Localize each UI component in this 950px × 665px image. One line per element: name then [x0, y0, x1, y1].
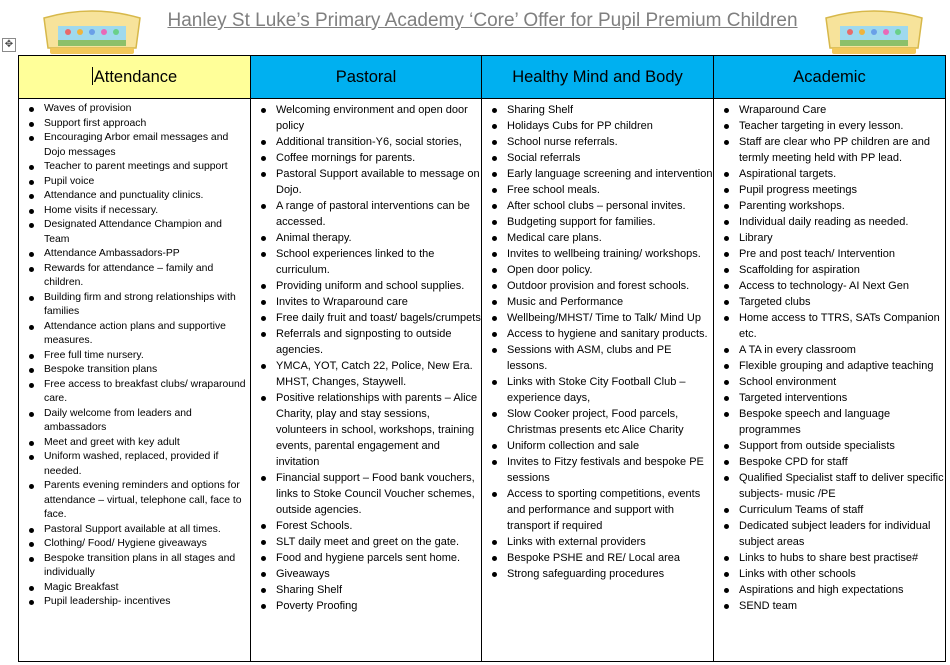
list-item: After school clubs – personal invites.	[482, 198, 713, 214]
list-item: Animal therapy.	[251, 230, 481, 246]
list-item: Free full time nursery.	[19, 349, 250, 364]
list-item: Uniform washed, replaced, provided if needed.	[19, 450, 250, 479]
list-item: Waves of provision	[19, 102, 250, 117]
list-item: SLT daily meet and greet on the gate.	[251, 534, 481, 550]
list-item: Home access to TTRS, SATs Companion etc.	[714, 310, 945, 342]
list-item: Medical care plans.	[482, 230, 713, 246]
list-item: Rewards for attendance – family and children.	[19, 262, 250, 291]
list-item: Curriculum Teams of staff	[714, 502, 945, 518]
attendance-cell	[19, 99, 251, 662]
list-item: Additional transition-Y6, social stories,	[251, 134, 481, 150]
list-item: Attendance action plans and supportive measures.	[19, 320, 250, 349]
list-item: Home visits if necessary.	[19, 204, 250, 219]
list-item: Access to sporting competitions, events and performance and support with transport if required	[482, 486, 713, 534]
list-item: Links with Stoke City Football Club – experience days,	[482, 374, 713, 406]
list-item: Bespoke speech and language programmes	[714, 406, 945, 438]
list-item: Encouraging Arbor email messages and Dojo messages	[19, 131, 250, 160]
table-move-handle-icon[interactable]: ✥	[2, 38, 16, 52]
list-item: Welcoming environment and open door policy	[251, 102, 481, 134]
healthy-cell	[482, 99, 714, 662]
list-item: Uniform collection and sale	[482, 438, 713, 454]
list-item: Open door policy.	[482, 262, 713, 278]
list-item: Links to hubs to share best practise#	[714, 550, 945, 566]
list-item: Pastoral Support available to message on Dojo.	[251, 166, 481, 198]
pastoral-cell	[251, 99, 482, 662]
list-item: Targeted clubs	[714, 294, 945, 310]
academic-heading: Academic	[714, 56, 946, 99]
healthy-list	[482, 99, 713, 582]
list-item: Daily welcome from leaders and ambassadors	[19, 407, 250, 436]
list-item: Pupil leadership- incentives	[19, 595, 250, 610]
school-logo-left	[36, 8, 148, 56]
list-item: Social referrals	[482, 150, 713, 166]
list-item: Support first approach	[19, 117, 250, 132]
list-item: Budgeting support for families.	[482, 214, 713, 230]
pastoral-heading: Pastoral	[251, 56, 482, 99]
list-item: Targeted interventions	[714, 390, 945, 406]
list-item: Invites to wellbeing training/ workshops.	[482, 246, 713, 262]
list-item: Attendance Ambassadors-PP	[19, 247, 250, 262]
list-item: YMCA, YOT, Catch 22, Police, New Era. MHST, Changes, Staywell.	[251, 358, 481, 390]
list-item: Forest Schools.	[251, 518, 481, 534]
list-item: Clothing/ Food/ Hygiene giveaways	[19, 537, 250, 552]
list-item: Referrals and signposting to outside agencies.	[251, 326, 481, 358]
list-item: Pupil voice	[19, 175, 250, 190]
list-item: Free school meals.	[482, 182, 713, 198]
list-item: Providing uniform and school supplies.	[251, 278, 481, 294]
healthy-heading: Healthy Mind and Body	[482, 56, 714, 99]
list-item: Bespoke transition plans	[19, 363, 250, 378]
list-item: Dedicated subject leaders for individual subject areas	[714, 518, 945, 550]
list-item: Food and hygiene parcels sent home.	[251, 550, 481, 566]
list-item: Flexible grouping and adaptive teaching	[714, 358, 945, 374]
attendance-list	[19, 99, 250, 610]
list-item: Slow Cooker project, Food parcels, Christmas presents etc Alice Charity	[482, 406, 713, 438]
school-logo-right	[818, 8, 930, 56]
list-item: Individual daily reading as needed.	[714, 214, 945, 230]
list-item: Links with other schools	[714, 566, 945, 582]
list-item: A range of pastoral interventions can be accessed.	[251, 198, 481, 230]
list-item: Teacher targeting in every lesson.	[714, 118, 945, 134]
attendance-heading: Attendance	[19, 56, 251, 99]
list-item: Meet and greet with key adult	[19, 436, 250, 451]
list-item: Scaffolding for aspiration	[714, 262, 945, 278]
list-item: School environment	[714, 374, 945, 390]
academic-cell	[714, 99, 946, 662]
list-item: Coffee mornings for parents.	[251, 150, 481, 166]
list-item: Holidays Cubs for PP children	[482, 118, 713, 134]
list-item: Staff are clear who PP children are and termly meeting held with PP lead.	[714, 134, 945, 166]
list-item: Free daily fruit and toast/ bagels/crumpets	[251, 310, 481, 326]
list-item: Positive relationships with parents – Alice Charity, play and stay sessions, volunteers in school, workshops, training events, parental engagement and invitation	[251, 390, 481, 470]
list-item: Wraparound Care	[714, 102, 945, 118]
list-item: Free access to breakfast clubs/ wraparound care.	[19, 378, 250, 407]
offer-table	[18, 55, 946, 662]
list-item: Wellbeing/MHST/ Time to Talk/ Mind Up	[482, 310, 713, 326]
pastoral-list	[251, 99, 481, 614]
list-item: Invites to Wraparound care	[251, 294, 481, 310]
list-item: Music and Performance	[482, 294, 713, 310]
list-item: Pre and post teach/ Intervention	[714, 246, 945, 262]
list-item: Bespoke transition plans in all stages and individually	[19, 552, 250, 581]
list-item: Support from outside specialists	[714, 438, 945, 454]
text-cursor	[92, 67, 93, 85]
list-item: Sessions with ASM, clubs and PE lessons.	[482, 342, 713, 374]
list-item: Pupil progress meetings	[714, 182, 945, 198]
list-item: School experiences linked to the curriculum.	[251, 246, 481, 278]
list-item: Pastoral Support available at all times.	[19, 523, 250, 538]
list-item: Aspirational targets.	[714, 166, 945, 182]
list-item: Building firm and strong relationships with families	[19, 291, 250, 320]
list-item: Financial support – Food bank vouchers, links to Stoke Council Voucher schemes, outside agencies.	[251, 470, 481, 518]
list-item: Strong safeguarding procedures	[482, 566, 713, 582]
list-item: Magic Breakfast	[19, 581, 250, 596]
list-item: Invites to Fitzy festivals and bespoke PE sessions	[482, 454, 713, 486]
list-item: Poverty Proofing	[251, 598, 481, 614]
list-item: Sharing Shelf	[482, 102, 713, 118]
header-row	[19, 56, 946, 99]
list-item: Designated Attendance Champion and Team	[19, 218, 250, 247]
list-item: Access to technology- AI Next Gen	[714, 278, 945, 294]
list-item: SEND team	[714, 598, 945, 614]
list-item: Giveaways	[251, 566, 481, 582]
list-item: Library	[714, 230, 945, 246]
content-row	[19, 99, 946, 662]
list-item: Bespoke CPD for staff	[714, 454, 945, 470]
list-item: Access to hygiene and sanitary products.	[482, 326, 713, 342]
list-item: Sharing Shelf	[251, 582, 481, 598]
list-item: Parents evening reminders and options for attendance – virtual, telephone call, face to face.	[19, 479, 250, 523]
list-item: Parenting workshops.	[714, 198, 945, 214]
list-item: Bespoke PSHE and RE/ Local area	[482, 550, 713, 566]
list-item: Outdoor provision and forest schools.	[482, 278, 713, 294]
page-title: Hanley St Luke’s Primary Academy ‘Core’ Offer for Pupil Premium Children	[167, 10, 798, 31]
list-item: Qualified Specialist staff to deliver specific subjects- music /PE	[714, 470, 945, 502]
academic-list	[714, 99, 945, 614]
list-item: Aspirations and high expectations	[714, 582, 945, 598]
list-item: Early language screening and intervention	[482, 166, 713, 182]
list-item: Teacher to parent meetings and support	[19, 160, 250, 175]
list-item: Links with external providers	[482, 534, 713, 550]
list-item: School nurse referrals.	[482, 134, 713, 150]
list-item: Attendance and punctuality clinics.	[19, 189, 250, 204]
list-item: A TA in every classroom	[714, 342, 945, 358]
